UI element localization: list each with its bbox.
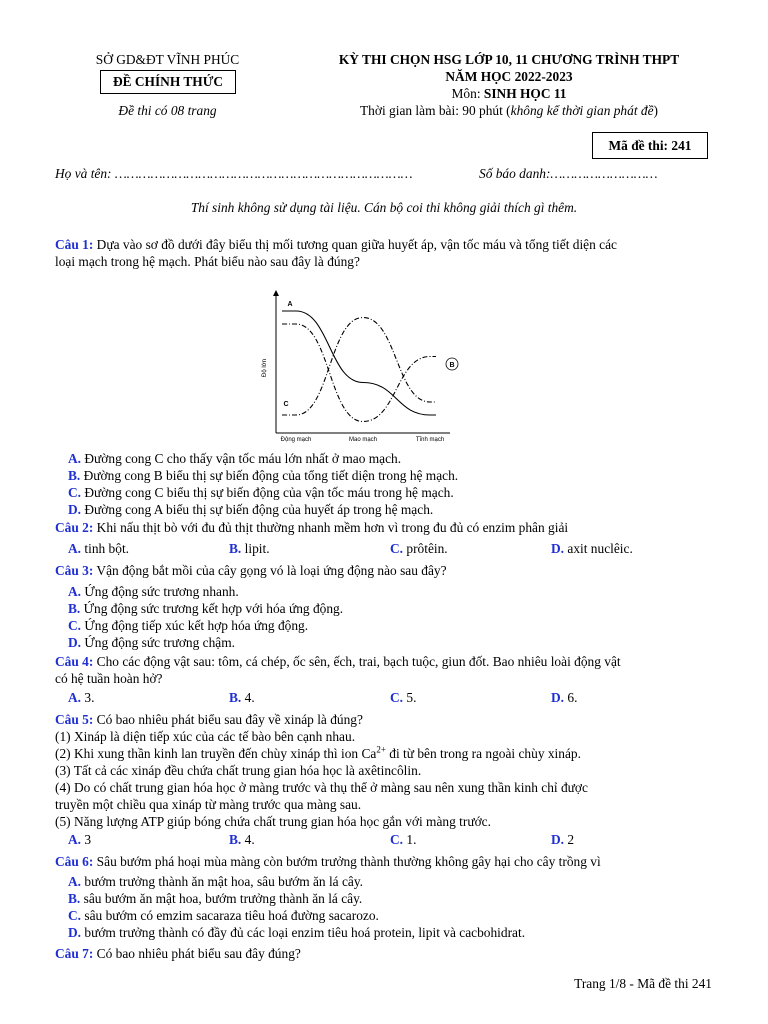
question-number: Câu 2: <box>55 520 94 535</box>
answer-option[interactable] <box>551 832 574 848</box>
question-text: Khi nấu thịt bò với đu đủ thịt thường nhanh mềm hơn vì trong đu đủ có enzim phân giải <box>93 520 569 535</box>
series-b-label: B <box>449 362 455 369</box>
subject-label: Môn: <box>451 86 484 101</box>
option-key: D. <box>68 502 82 517</box>
school-year: NĂM HỌC 2022-2023 <box>445 69 573 84</box>
question-text: Sâu bướm phá hoại mùa màng còn bướm trưởng thành thường không gây hại cho cây trồng vì <box>93 854 601 869</box>
option-key: D. <box>68 635 82 650</box>
official-badge: ĐỀ CHÍNH THỨC <box>100 70 236 94</box>
page-footer: Trang 1/8 - Mã đề thi 241 <box>574 976 712 991</box>
option-text: 3. <box>81 690 95 705</box>
answer-option[interactable] <box>390 690 416 706</box>
x-tick-label: Tĩnh mạch <box>415 437 445 443</box>
option-key: A. <box>68 874 82 889</box>
option-text: Ứng động sức trương kết hợp với hóa ứng động. <box>80 601 344 616</box>
question-number: Câu 3: <box>55 563 94 578</box>
answer-option[interactable] <box>68 617 726 634</box>
statement-4: (4) Do có chất trung gian hóa học ở màng trước và thụ thể ở màng sau nên xung thần kinh chỉ được <box>55 780 588 795</box>
option-key: B. <box>229 541 242 556</box>
question-1-cont: loại mạch trong hệ mạch. Phát biểu nào sau đây là đúng? <box>55 254 360 269</box>
statement-5: (5) Năng lượng ATP giúp bóng chứa chất trung gian hóa học gắn với màng trước. <box>55 814 491 829</box>
option-key: D. <box>551 541 565 556</box>
option-key: B. <box>229 690 242 705</box>
exam-notice: Thí sinh không sử dụng tài liệu. Cán bộ coi thi không giải thích gì thêm. <box>190 200 578 215</box>
option-text: 4. <box>241 832 255 847</box>
question-2 <box>55 519 713 536</box>
answer-option[interactable] <box>68 873 726 890</box>
option-text: Ứng động sức trương chậm. <box>81 635 235 650</box>
option-text: prôtêin. <box>403 541 448 556</box>
option-text: tinh bột. <box>81 541 130 556</box>
option-key: B. <box>68 601 81 616</box>
y-axis-label: Độ lớn <box>262 359 268 377</box>
time-line <box>300 103 718 119</box>
x-tick-label: Mao mạch <box>348 437 378 443</box>
option-text: Đường cong C cho thấy vận tốc máu lớn nhất ở mao mạch. <box>81 451 402 466</box>
option-text: 4. <box>241 690 255 705</box>
question-number: Câu 6: <box>55 854 94 869</box>
series-c-line <box>282 318 436 416</box>
pages-note: Đề thi có 08 trang <box>118 103 217 118</box>
option-key: A. <box>68 584 82 599</box>
answer-option[interactable] <box>68 501 726 518</box>
option-text: bướm trưởng thành ăn mật hoa, sâu bướm ăn lá cây. <box>81 874 364 889</box>
option-key: D. <box>551 832 565 847</box>
option-text: sâu bướm ăn mật hoa, bướm trưởng thành ăn lá cây. <box>80 891 363 906</box>
option-key: A. <box>68 690 82 705</box>
time-italic: không kể thời gian phát đề <box>510 103 654 118</box>
option-key: A. <box>68 541 82 556</box>
option-text: 3 <box>81 832 92 847</box>
question-3 <box>55 562 713 579</box>
option-text: 2 <box>564 832 575 847</box>
answer-option[interactable] <box>68 832 91 848</box>
series-c-label: C <box>283 401 289 408</box>
option-text: Đường cong A biểu thị sự biến động của huyết áp trong hệ mạch. <box>81 502 434 517</box>
statement-2 <box>55 745 713 762</box>
exam-title: KỲ THI CHỌN HSG LỚP 10, 11 CHƯƠNG TRÌNH THPT <box>338 52 680 67</box>
question-number: Câu 1: <box>55 237 94 252</box>
option-key: A. <box>68 451 82 466</box>
option-text: 6. <box>564 690 578 705</box>
answer-option[interactable] <box>390 541 448 557</box>
answer-option[interactable] <box>68 484 726 501</box>
option-text: Đường cong B biểu thị sự biến động của tổng tiết diện trong hệ mạch. <box>80 468 459 483</box>
question-6 <box>55 853 713 870</box>
time-suffix: ) <box>653 103 658 118</box>
statement-4-cont: truyền một chiều qua xináp từ màng trước qua màng sau. <box>55 797 362 812</box>
option-text: 1. <box>403 832 417 847</box>
option-key: B. <box>229 832 242 847</box>
option-text: Ứng động tiếp xúc kết hợp hóa ứng động. <box>81 618 309 633</box>
answer-option[interactable] <box>390 832 416 848</box>
y-axis-arrow <box>273 290 279 296</box>
question-text: Có bao nhiêu phát biểu sau đây về xináp là đúng? <box>93 712 363 727</box>
answer-option[interactable] <box>229 690 255 706</box>
question-7 <box>55 945 713 962</box>
question-number: Câu 7: <box>55 946 94 961</box>
answer-option[interactable] <box>68 890 726 907</box>
question-4 <box>55 653 713 670</box>
option-text: Ứng động sức trương nhanh. <box>81 584 239 599</box>
answer-option[interactable] <box>551 690 577 706</box>
series-a-label: A <box>287 301 293 308</box>
answer-option[interactable] <box>229 832 255 848</box>
answer-option[interactable] <box>68 924 726 941</box>
option-text: bướm trưởng thành có đầy đủ các loại enzim tiêu hoá protein, lipit và cacbohidrat. <box>81 925 526 940</box>
statement-2-b: đi từ bên trong ra ngoài chùy xináp. <box>385 746 581 761</box>
subject-line <box>300 86 718 102</box>
time-prefix: Thời gian làm bài: 90 phút ( <box>360 103 511 118</box>
question-number: Câu 4: <box>55 654 94 669</box>
option-key: B. <box>68 468 81 483</box>
question-text: Dựa vào sơ đồ dưới đây biểu thị mối tương quan giữa huyết áp, vận tốc máu và tổng tiết diện các <box>93 237 617 252</box>
question-1 <box>55 236 713 253</box>
answer-option[interactable] <box>68 541 129 557</box>
option-text: Đường cong C biểu thị sự biến động của vận tốc máu trong hệ mạch. <box>81 485 454 500</box>
statement-1: (1) Xináp là diện tiếp xúc của các tế bào bên cạnh nhau. <box>55 729 356 744</box>
question-number: Câu 5: <box>55 712 94 727</box>
question-text: Cho các động vật sau: tôm, cá chép, ốc sên, ếch, trai, bạch tuộc, giun đốt. Bao nhiêu loài động vật <box>93 654 621 669</box>
question-5 <box>55 711 713 728</box>
exam-code-box: Mã đề thi: 241 <box>592 132 708 159</box>
answer-option[interactable] <box>68 467 726 484</box>
subject-name: SINH HỌC 11 <box>483 86 567 101</box>
question-text: Có bao nhiêu phát biểu sau đây đúng? <box>93 946 301 961</box>
answer-option[interactable] <box>68 600 726 617</box>
option-key: A. <box>68 832 82 847</box>
candidate-name-field: Họ và tên: ………………………………………………………………… <box>55 166 413 181</box>
option-key: B. <box>68 891 81 906</box>
answer-option[interactable] <box>68 690 94 706</box>
question-text: Vận động bắt mồi của cây gọng vó là loại ứng động nào sau đây? <box>93 563 447 578</box>
option-text: axit nuclêic. <box>564 541 633 556</box>
option-key: C. <box>68 485 82 500</box>
series-b-line <box>282 324 436 422</box>
option-key: C. <box>390 832 404 847</box>
option-text: lipit. <box>241 541 270 556</box>
answer-option[interactable] <box>551 541 633 557</box>
x-tick-label: Động mạch <box>280 437 312 443</box>
ion-charge: 2+ <box>376 744 386 755</box>
option-key: C. <box>68 618 82 633</box>
answer-option[interactable] <box>68 583 726 600</box>
candidate-number-field: Số báo danh:……………………… <box>479 166 658 181</box>
option-key: C. <box>390 541 404 556</box>
option-key: D. <box>551 690 565 705</box>
department-name: SỞ GD&ĐT VĨNH PHÚC <box>95 52 240 67</box>
option-text: 5. <box>403 690 417 705</box>
option-key: D. <box>68 925 82 940</box>
statement-3: (3) Tất cả các xináp đều chứa chất trung gian hóa học là axêtincôlin. <box>55 763 422 778</box>
question-4-cont: có hệ tuần hoàn hở? <box>55 671 163 686</box>
hemodynamics-chart <box>250 288 470 448</box>
answer-option[interactable] <box>68 907 726 924</box>
answer-option[interactable] <box>229 541 270 557</box>
answer-option[interactable] <box>68 450 726 467</box>
answer-option[interactable] <box>68 634 726 651</box>
option-key: C. <box>390 690 404 705</box>
statement-2-a: (2) Khi xung thần kinh lan truyền đến chùy xináp thì ion Ca <box>55 746 377 761</box>
option-key: C. <box>68 908 82 923</box>
option-text: sâu bướm có emzim sacaraza tiêu hoá đường sacarozo. <box>81 908 379 923</box>
